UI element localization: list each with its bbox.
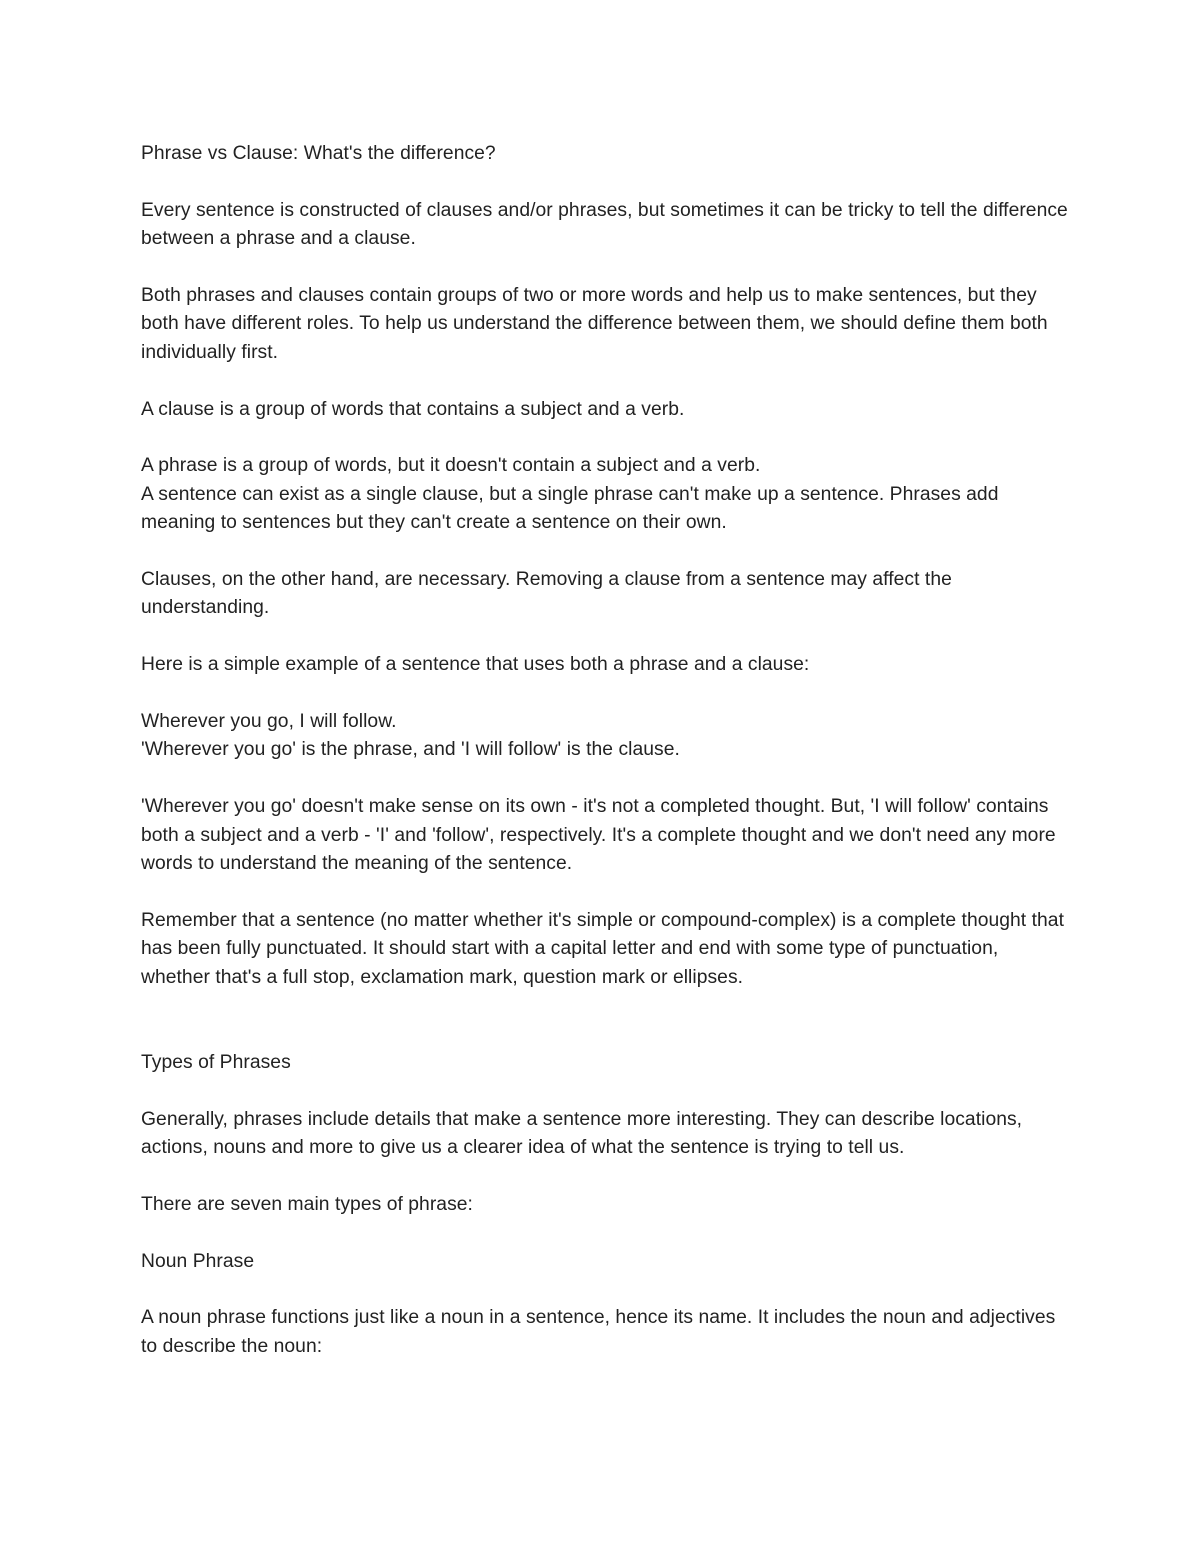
phrase-sentence-note: A sentence can exist as a single clause, but a single phrase can't make up a sentence. Phrases add meaning to sentences but they can't create a sentence on their own.: [141, 483, 999, 534]
clause-definition: A clause is a group of words that contains a subject and a verb.: [141, 398, 685, 420]
phrase-definition: A phrase is a group of words, but it doesn't contain a subject and a verb.: [141, 455, 761, 477]
types-of-phrases-heading: Types of Phrases: [141, 1051, 291, 1073]
intro-paragraph-2: Both phrases and clauses contain groups of two or more words and help us to make sentences, but they both have different roles. To help us understand the difference between them, we should define them both individually first.: [141, 285, 1048, 363]
example-explanation: 'Wherever you go' doesn't make sense on its own - it's not a completed thought. But, 'I will follow' contains both a subject and a verb - 'I' and 'follow', respectively. It's a complete thought and we don't need any more words to understand the meaning of the sentence.: [141, 796, 1056, 875]
example-intro: Here is a simple example of a sentence that uses both a phrase and a clause:: [141, 654, 810, 676]
noun-phrase-heading: Noun Phrase: [141, 1250, 255, 1272]
sentence-reminder: Remember that a sentence (no matter whether it's simple or compound-complex) is a complete thought that has been fully punctuated. It should start with a capital letter and end with some type of punctuation, whether that's a full stop, exclamation mark, question mark or ellipses.: [141, 909, 1064, 988]
example-breakdown: 'Wherever you go' is the phrase, and 'I will follow' is the clause.: [141, 739, 680, 761]
document-title: Phrase vs Clause: What's the difference?: [141, 143, 496, 164]
intro-paragraph-1: Every sentence is constructed of clauses and/or phrases, but sometimes it can be tricky to tell the difference between a phrase and a clause.: [141, 199, 1068, 250]
document-body: [141, 140, 1071, 1361]
types-count-line: There are seven main types of phrase:: [141, 1193, 473, 1215]
noun-phrase-paragraph: A noun phrase functions just like a noun in a sentence, hence its name. It includes the noun and adjectives to describe the noun:: [141, 1307, 1056, 1357]
clauses-necessary-paragraph: Clauses, on the other hand, are necessary. Removing a clause from a sentence may affect the understanding.: [141, 569, 952, 619]
types-intro-paragraph: Generally, phrases include details that make a sentence more interesting. They can describe locations, actions, nouns and more to give us a clearer idea of what the sentence is trying to tell us.: [141, 1108, 1023, 1159]
example-sentence: Wherever you go, I will follow.: [141, 711, 397, 733]
